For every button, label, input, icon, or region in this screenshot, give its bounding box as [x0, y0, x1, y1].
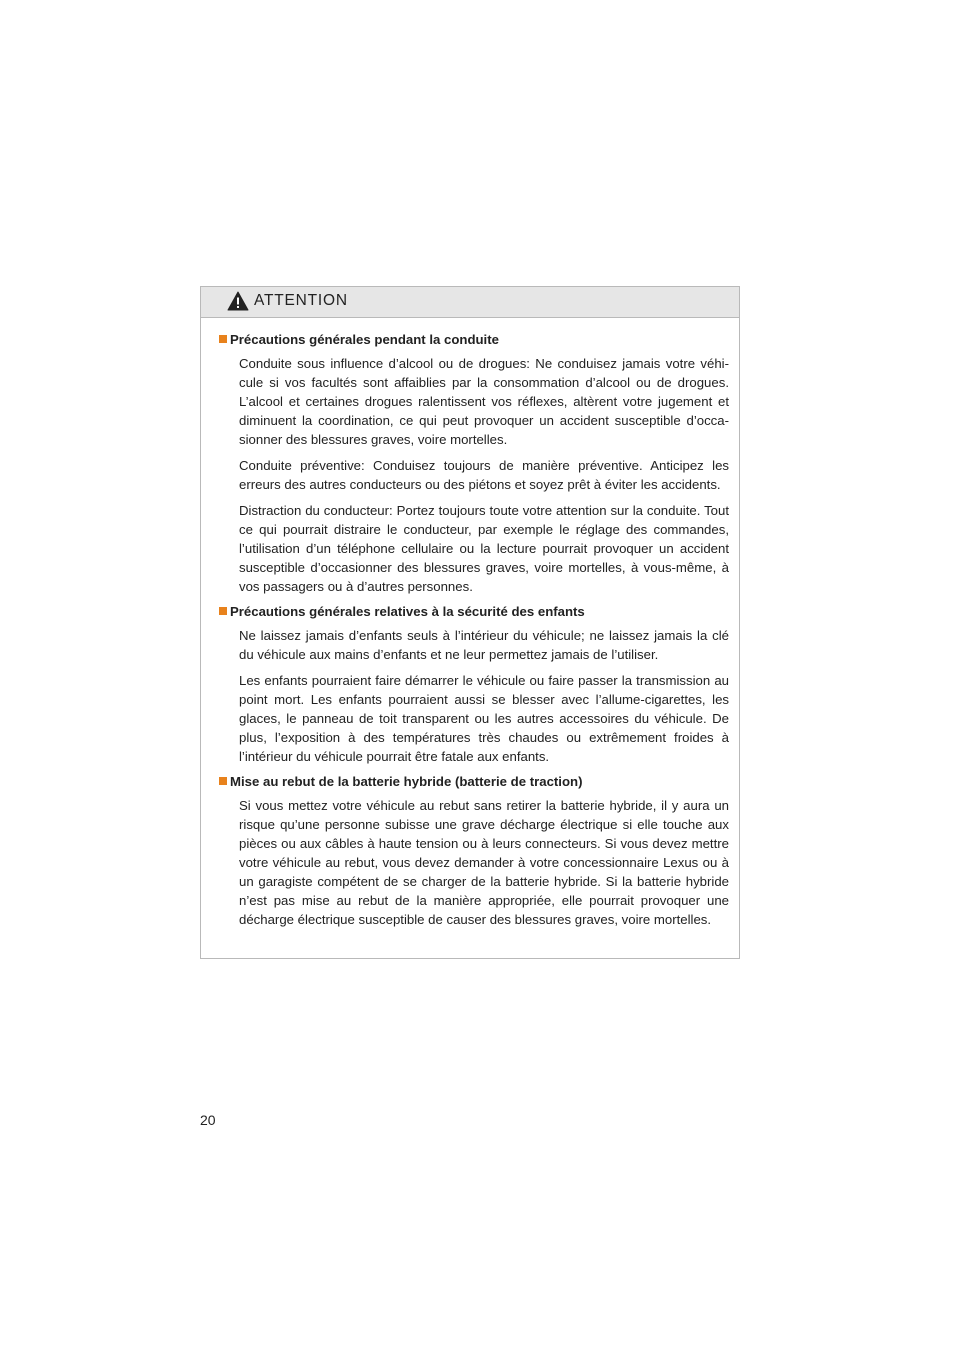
page-number: 20 [200, 1112, 216, 1128]
warning-box-title: ATTENTION [254, 292, 348, 309]
section-heading: Précautions générales relatives à la sécurité des enfants [219, 603, 729, 621]
square-bullet-icon [219, 335, 227, 343]
square-bullet-icon [219, 777, 227, 785]
warning-box-header [201, 287, 739, 318]
paragraph: Conduite sous influence d’alcool ou de drogues: Ne conduisez jamais votre véhi-cule si vos facultés sont affaiblies par la consommation d’alcool ou de drogues. L’alcool et certaines drogues ralentissent vos réflexes, altèrent votre jugement et diminuent la coordination, ce qui peut provoquer un accident susceptible d’occa-sionner des blessures graves, voire mortelles. [239, 356, 729, 447]
warning-box-content [219, 331, 729, 936]
warning-triangle-icon [227, 291, 249, 311]
section-heading: Mise au rebut de la batterie hybride (batterie de traction) [219, 773, 729, 791]
paragraph: Si vous mettez votre véhicule au rebut sans retirer la batterie hybride, il y aura un risque qu’une personne subisse une grave décharge électrique si elle touche aux pièces ou aux câbles à haute tension ou à leurs connecteurs. Si vous devez mettre votre véhicule au rebut, vous devez demander à votre concessionnaire Lexus ou à un garagiste compétent de se charger de la batterie hybride. Si la batterie hybride n’est pas mise au rebut de la manière appropriée, elle pourrait provoquer une décharge électrique susceptible de causer des blessures graves, voire mortelles. [239, 798, 729, 927]
paragraph: Ne laissez jamais d’enfants seuls à l’intérieur du véhicule; ne laissez jamais la clé du véhicule aux mains d’enfants et ne leur permettez jamais de l’utiliser. [239, 628, 729, 662]
paragraph: Les enfants pourraient faire démarrer le véhicule ou faire passer la transmission au point mort. Les enfants pourraient aussi se blesser avec l’allume-cigarettes, les glaces, le panneau de toit transparent ou les autres accessoires du véhicule. De plus, l’exposition à des températures très chaudes ou extrêmement froides à l’intérieur du véhicule pourrait être fatale aux enfants. [239, 673, 729, 764]
warning-box [200, 286, 740, 959]
square-bullet-icon [219, 607, 227, 615]
paragraph: Distraction du conducteur: Portez toujours toute votre attention sur la conduite. Tout ce qui pourrait distraire le conducteur, par exemple le réglage des commandes, l’utilisation d’un téléphone cellulaire ou la lecture pourrait provoquer un accident susceptible d’occasionner des blessures graves, voire mortelles, à vous-même, à vos passagers ou à d’autres personnes. [239, 503, 729, 594]
section-heading: Précautions générales pendant la conduite [219, 331, 729, 349]
paragraph: Conduite préventive: Conduisez toujours de manière préventive. Anticipez les erreurs des autres conducteurs ou des piétons et soyez prêt à éviter les accidents. [239, 458, 729, 492]
